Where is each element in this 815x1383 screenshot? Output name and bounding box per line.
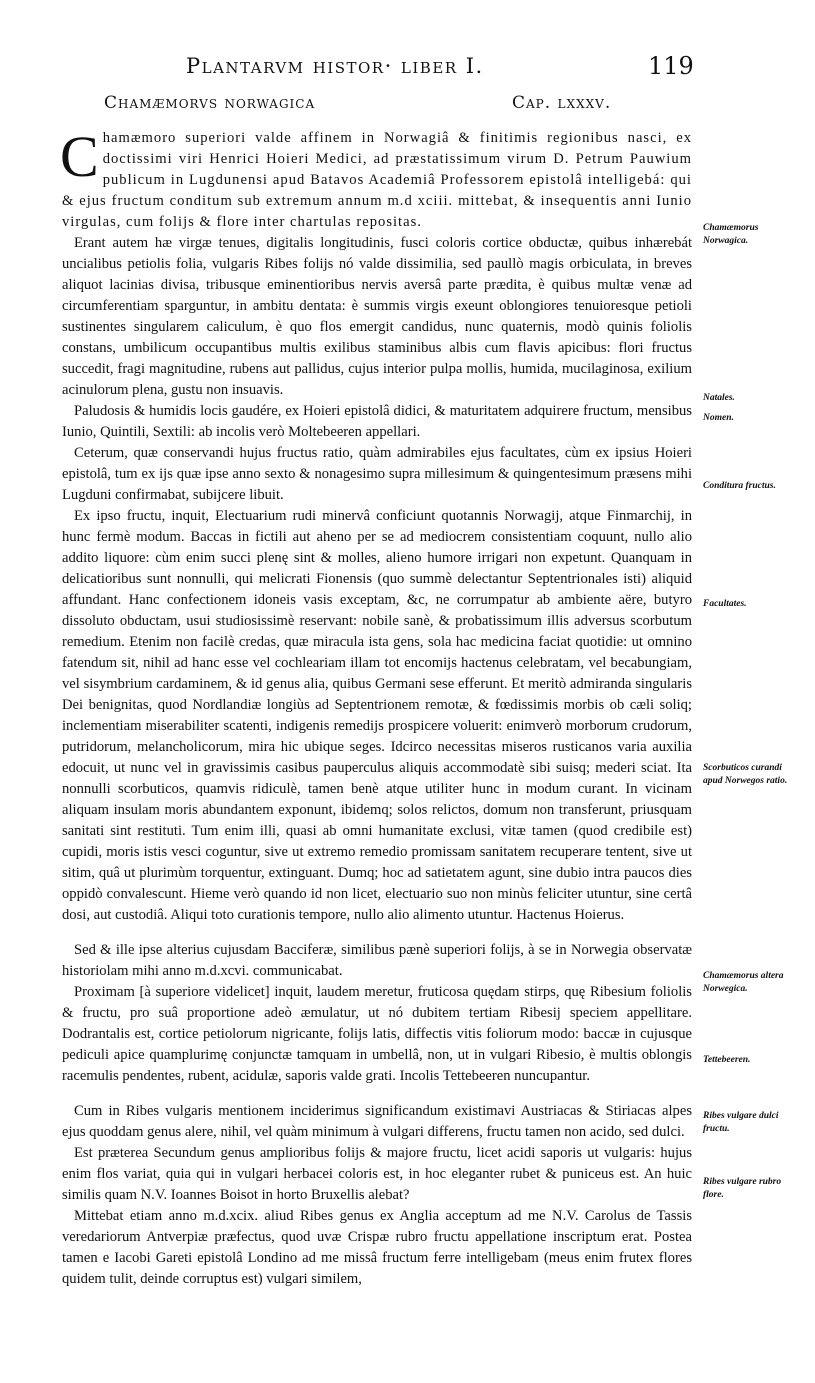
margin-note-facultates: Facultates. xyxy=(703,599,747,609)
margin-note-tettebeeren: Tettebeeren. xyxy=(703,1055,751,1065)
paragraph-7: Proximam [à superiore videlicet] inquit, laudem meretur, fruticosa quędam stirps, quę Ribesium foliolis & fructu, pro suâ proportione adeò æmulatur, ut nó dubitem tertiam Ribesij speciem appellitare. Dodrantalis est, cortice petiolorum nigricante, folijs latis, diffectis vitis foliorum modo: baccæ in cujusque pediculi apice quamplurimę conjunctæ tamquam in umbellâ, non, ut in vulgari Ribesio, è multis oblongis racemulis pendentes, rubent, acidulæ, saporis valde grati. Incolis Tettebeeren nuncupantur. xyxy=(62,984,692,1084)
paragraph-10: Mittebat etiam anno m.d.xcix. aliud Ribes genus ex Anglia acceptum ad me N.V. Carolus de Tassis veredariorum Antverpiæ præfectus, quod uvæ Crispæ rubro fructu appellatione inscriptum erat. Postea tamen e Iacobi Gareti epistolâ Londino ad me missâ fructum ferre intelligebam (meus enim frutex flores quidem tulit, deinde corruptus est) vulgari similem, xyxy=(62,1208,692,1287)
paragraph-3: Paludosis & humidis locis gaudére, ex Hoieri epistolâ didici, & maturitatem adquirere fructum, mensibus Iunio, Quintili, Sextili: ab incolis verò Moltebeeren appellari. xyxy=(62,403,692,440)
paragraph-1 xyxy=(60,124,692,233)
chapter-title: Chamæmorvs norwagica xyxy=(104,93,316,113)
paragraph-6: Sed & ille ipse alterius cujusdam Bacciferæ, similibus pænè superiori folijs, à se in Norwegia observatæ historiolam mihi anno m.d.xcvi. communicabat. xyxy=(62,942,692,979)
drop-capital: C xyxy=(60,124,99,189)
margin-note-natales: Natales. xyxy=(703,393,735,403)
margin-note-chamaemorus: Chamæmorus Norwagica. xyxy=(703,223,759,246)
margin-note-conditura: Conditura fructus. xyxy=(703,481,776,491)
margin-note-ribes-dulci: Ribes vulgare dulci fructu. xyxy=(703,1111,779,1134)
paragraph-1-text: hamæmoro superiori valde affinem in Norwagiâ & finitimis regionibus nasci, ex doctissimi viri Henrici Hoieri Medici, ad præstatissimum virum D. Petrum Pauwium publicum in Lugdunensi apud Batavos Academiâ Professorem epistolâ intelligebá: qui & ejus fructum conditum sub extremum annum m.d xciii. mittebat, & insequentis anni Iunio virgulas, cum folijs & flore inter chartulas repositas. xyxy=(62,130,692,230)
margin-note-ribes-rubro: Ribes vulgare rubro flore. xyxy=(703,1177,782,1200)
main-text-block-1 xyxy=(60,124,692,1290)
paragraph-4: Ceterum, quæ conservandi hujus fructus ratio, quàm admirabiles ejus facultates, cùm ex ipsius Hoieri epistolâ, tum ex ijs quæ ipse anno sexto & nonagesimo supra millesimum & quingentesimum præsens mihi Lugduni confirmabat, subijcere libuit. xyxy=(62,445,692,503)
paragraph-2: Erant autem hæ virgæ tenues, digitalis longitudinis, fusci coloris cortice obductæ, quibus inhærebát uncialibus petiolis folia, vulgaris Ribes folijs nó valde dissimilia, sed paullò magis orbiculata, in breves aliquot lacinias divisa, tribusque eminentioribus nervis aversâ parte prædita, è quibus multæ venæ ad circumferentiam sparguntur, in ambitu dentata: è summis virgis exeunt oblongiores tenuioresque petioli sustinentes singularem caliculum, è quo flos emergit candidus, nunc quaternis, modò quinis foliolis constans, umbilicum occupantibus multis exilibus staminibus albis cum flavis apicibus: flori fructus succedit, fragi magnitudine, rubens aut pallidus, cujus interior pulpa mollis, humida, mucilaginosa, exilium acinulorum plena, gustu non insuavis. xyxy=(62,235,692,398)
margin-note-scorbuticos: Scorbuticos curandi apud Norwegos ratio. xyxy=(703,763,788,786)
margin-note-chamaemorus-altera: Chamæmorus altera Norwegica. xyxy=(703,971,784,994)
page-number: 119 xyxy=(648,52,694,80)
paragraph-8: Cum in Ribes vulgaris mentionem inciderimus significandum existimavi Austriacas & Stiriacas alpes ejus quoddam genus alere, nihil, vel quàm minimum à vulgari differens, fructu tamen non acido, sed dulci. xyxy=(62,1103,692,1140)
running-head: Plantarvm histor· liber I. xyxy=(186,54,484,78)
chapter-number: Cap. lxxxv. xyxy=(512,93,612,113)
paragraph-9: Est præterea Secundum genus amplioribus folijs & majore fructu, licet acidi saporis ut vulgaris: hujus enim flos variat, quia qui in vulgari herbacei coloris est, in hoc eleganter rubet & puniceus est. An huic similis quam N.V. Ioannes Boisot in horto Bruxellis alebat? xyxy=(62,1145,692,1203)
margin-note-nomen: Nomen. xyxy=(703,413,734,423)
paragraph-5: Ex ipso fructu, inquit, Electuarium rudi minervâ conficiunt quotannis Norwagij, atque Finmarchij, in hunc fermè modum. Baccas in fictili aut aheno per se ad mediocrem consistentiam coquunt, nullo alio addito liquore: cùm enim succi plenę sint & molles, alieno humore irrigari non expetunt. Quanquam in delicatioribus sunt nonnulli, qui melicrati Fionensis (quo summè delectantur Septentrionales isti) aliquid affundant. Hanc confectionem idoneis vasis exceptam, &c, ne corrumpatur ab ambiente aëre, butyro dissoluto obductam, usui studiosissimè reservant: nobile sanè, & probatissimum illis adversus scorbutum remedium. Etenim non facilè credas, quæ miracula ista gens, sola hac medicina faciat quotidie: ut omnino fatendum sit, nihil ad hanc esse vel cochleariam illam tot encomijs hactenus celebratam, vel becabungiam, vel sisymbrium cardaminem, & id genus alia, quibus Germani sese efferunt. Et meritò admiranda singularis Dei benignitas, quod Nordlandiæ longiùs ad Septentrionem remotæ, & fœdissimis morbis ob cæli soliq; inclementiam miserabiliter scatenti, indigenis remedijs prospicere voluerit: enimverò morborum crudorum, putridorum, melancholicorum, mira hic ubique seges. Idcirco necessitas miseros rusticanos varia auxilia edocuit, ut nunc vel in gravissimis casibus pauperculus aliquis accommodatè sibi suisq; mederi sciat. Ita nonnulli scorbuticos, quamvis ridiculè, tamen benè atque utiliter hunc in modum curant. In vicinam aliquam insulam moris abundantem exponunt, ibidemq; solos relictos, domum non transferunt, priusquam sanitati sint restituti. Tum enim illi, quasi ab omni humanitate exclusi, vitæ tamen (quod credibile est) cupidi, moris istis vesci coguntur, sive ut extremo remedio promissam sanitatem recuperare tentent, sive ut sitim, quâ ut plurimùm torquentur, extinguant. Dumq; hoc ad satietatem agunt, sine dubio intra paucos dies oppidò convalescunt. Hieme verò quando id non licet, electuario suo non minùs feliciter utuntur, sine certâ dosi, aut custodiâ. Aliqui toto curationis tempore, nullo alio alimento utuntur. Hactenus Hoierus. xyxy=(62,508,692,923)
